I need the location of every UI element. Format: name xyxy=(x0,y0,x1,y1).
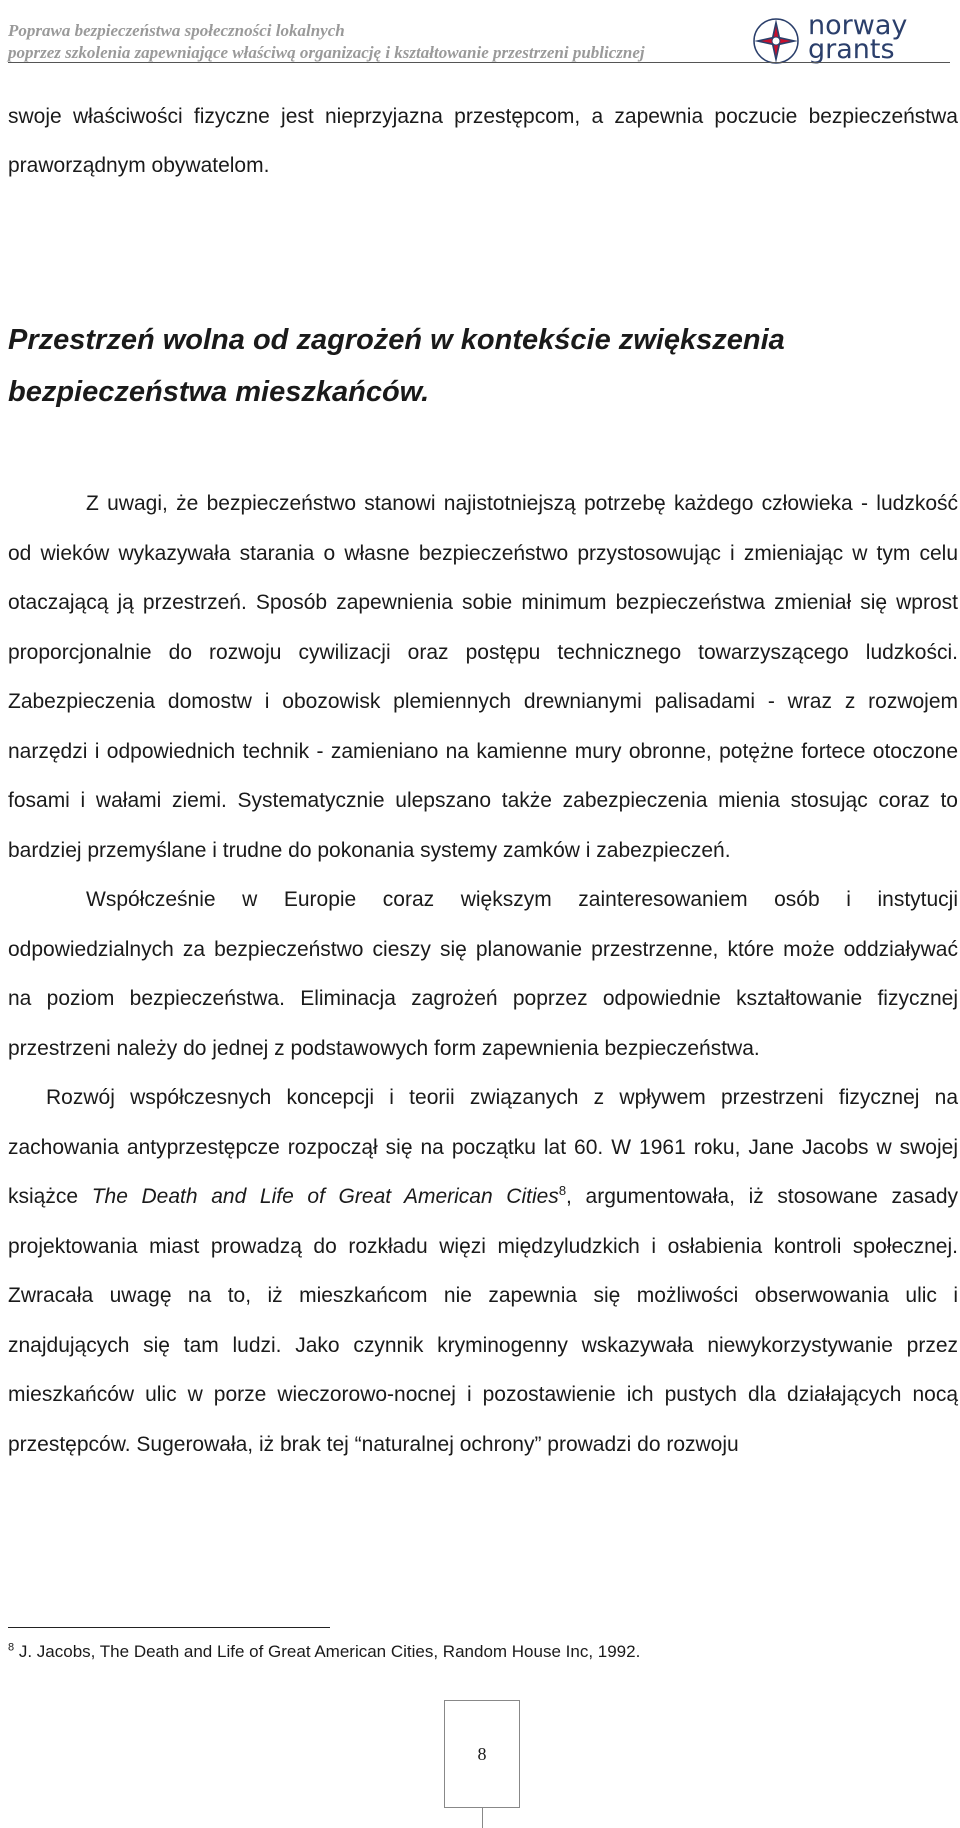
footnote-text: J. Jacobs, The Death and Life of Great American Cities, Random House Inc, 1992. xyxy=(14,1642,641,1661)
footnote-divider xyxy=(8,1627,330,1628)
paragraph-3-part-b: , argumentowała, iż stosowane zasady projektowania miast prowadzą do rozkładu więzi międzyludzkich i osłabienia kontroli społecznej. Zwracała uwagę na to, iż mieszkańcom nie zapewnia się możliwości obserwowania ulic i znajdujących się tam ludzi. Jako czynnik kryminogenny wskazywała niewykorzystywanie przez mieszkańców ulic w porze wieczorowo-nocnej i pozostawienie ich pustych dla działających nocą przestępców. Sugerowała, iż brak tej “naturalnej ochrony” prowadzi do rozwoju xyxy=(8,1185,958,1456)
header-divider xyxy=(8,62,950,63)
paragraph-1: Z uwagi, że bezpieczeństwo stanowi najistotniejszą potrzebę każdego człowieka - ludzkość od wieków wykazywała starania o własne bezpieczeństwo przystosowując i zmieniając w tym celu otaczającą ją przestrzeń. Sposób zapewnienia sobie minimum bezpieczeństwa zmieniał się wprost proporcjonalnie do rozwoju cywilizacji oraz postępu technicznego towarzyszącego ludzkości. Zabezpieczenia domostw i obozowisk plemiennych drewnianymi palisadami - wraz z rozwojem narzędzi i odpowiednich technik - zamieniano na kamienne mury obronne, potężne fortece otoczone fosami i wałami ziemi. Systematycznie ulepszano także zabezpieczenia mienia stosując coraz to bardziej przemyślane i trudne do pokonania systemy zamków i zabezpieczeń. xyxy=(8,492,958,862)
header-title-line-1: Poprawa bezpieczeństwa społeczności lokalnych xyxy=(8,21,345,40)
paragraph-3 xyxy=(8,1073,958,1469)
paragraph-3-part-a: Rozwój współczesnych koncepcji i teorii związanych z wpływem przestrzeni fizycznej na zachowania antyprzestępcze rozpoczął się na początku lat 60. W 1961 roku, Jane Jacobs w swojej książce xyxy=(8,1086,958,1208)
intro-paragraph: swoje właściwości fizyczne jest nieprzyjazna przestępcom, a zapewnia poczucie bezpieczeństwa praworządnym obywatelom. xyxy=(8,105,958,178)
page-number-connector xyxy=(482,1808,483,1828)
norway-grants-logo xyxy=(750,10,950,66)
footnote xyxy=(8,1640,948,1664)
page-number-box xyxy=(444,1700,520,1808)
book-title: The Death and Life of Great American Cities xyxy=(91,1185,559,1208)
page-header xyxy=(8,10,950,65)
header-title xyxy=(8,20,645,64)
footnote-number: 8 xyxy=(8,1641,15,1654)
section-heading: Przestrzeń wolna od zagrożeń w kontekście zwiększenia bezpieczeństwa mieszkańców. xyxy=(8,324,785,408)
logo-word-grants: grants xyxy=(808,34,895,65)
paragraph-2: Współcześnie w Europie coraz większym zainteresowaniem osób i instytucji odpowiedzialnych za bezpieczeństwo cieszy się planowanie przestrzenne, które może oddziaływać na poziom bezpieczeństwa. Eliminacja zagrożeń poprzez odpowiednie kształtowanie fizycznej przestrzeni należy do jednej z podstawowych form zapewnienia bezpieczeństwa. xyxy=(8,888,958,1060)
footnote-reference[interactable]: 8 xyxy=(558,1183,567,1198)
logo-wordmark xyxy=(808,10,908,65)
intro-text xyxy=(8,92,958,190)
logo-word-norway: norway xyxy=(808,10,908,41)
main-text xyxy=(8,479,958,1469)
section-heading-block xyxy=(8,314,948,418)
compass-star-emblem-icon xyxy=(750,16,802,66)
header-title-line-2: poprzez szkolenia zapewniające właściwą organizację i kształtowanie przestrzeni publicznej xyxy=(8,43,645,62)
page-number: 8 xyxy=(477,1743,487,1764)
